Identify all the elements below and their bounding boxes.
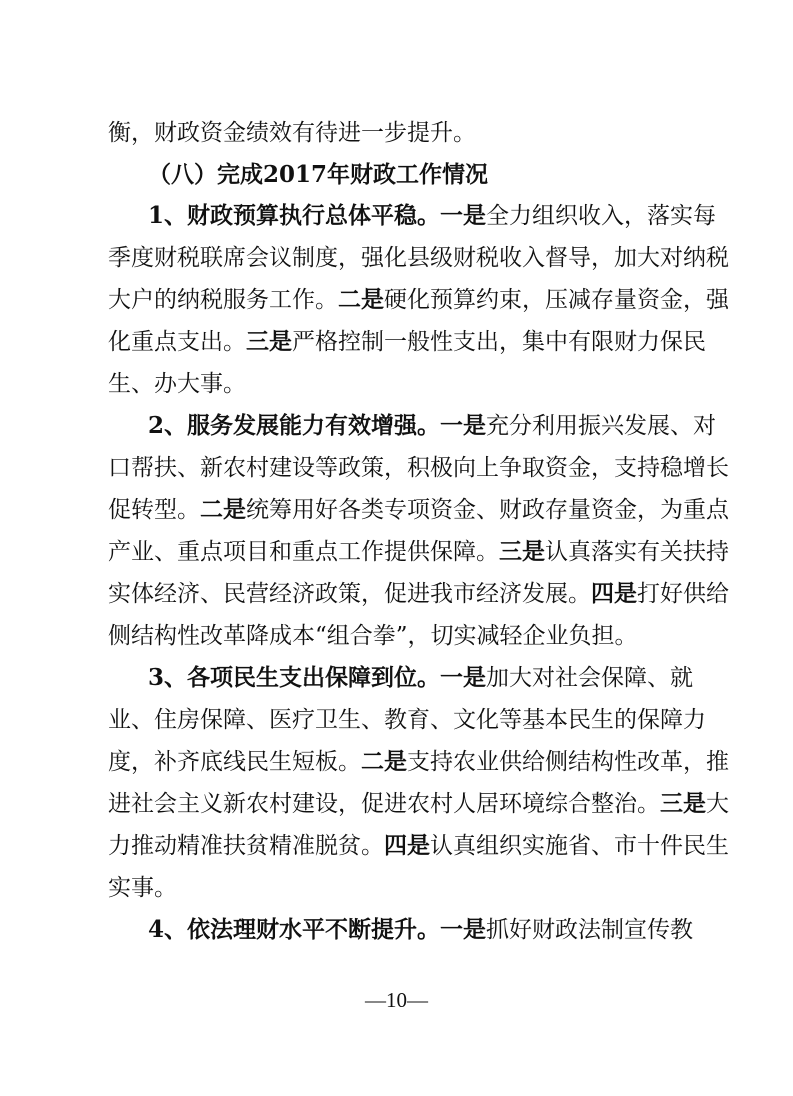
text-run: 侧结构性改革降成本“组合拳”，切实减轻企业负担。 <box>108 623 638 649</box>
bold-run: 二是 <box>361 748 407 775</box>
text-run: 化重点支出。 <box>108 329 246 355</box>
paragraph-3-line <box>108 831 729 861</box>
paragraph-3-line <box>108 705 706 735</box>
text-run: 认真组织实施省、市十件民生 <box>430 833 729 859</box>
bold-run: 4、依法理财水平不断提升。一是 <box>148 916 487 943</box>
bold-run: 三是 <box>660 790 706 817</box>
text-run: 支持农业供给侧结构性改革，推 <box>407 749 729 775</box>
paragraph-1-line <box>148 201 717 231</box>
page-number: —10— <box>365 988 428 1012</box>
text-run: 促转型。 <box>108 497 200 523</box>
bold-run: 四是 <box>384 832 430 859</box>
paragraph-3-line <box>148 663 694 693</box>
paragraph-3-line <box>108 873 688 903</box>
bold-run: 1、财政预算执行总体平稳。一是 <box>148 202 487 229</box>
text-run: 力推动精准扶贫精准脱贫。 <box>108 833 384 859</box>
bold-run: 3、各项民生支出保障到位。一是 <box>148 664 487 691</box>
paragraph-4-line <box>148 915 694 945</box>
text-run: 实体经济、民营经济政策，促进我市经济发展。 <box>108 581 591 607</box>
paragraph-2-line <box>108 621 688 651</box>
paragraph-2-line <box>108 495 729 525</box>
text-run: 认真落实有关扶持 <box>545 539 729 565</box>
text-run: 全力组织收入，落实每 <box>486 203 717 229</box>
text-run: 硬化预算约束，压减存量资金，强 <box>384 287 729 313</box>
text-line <box>108 118 688 148</box>
text-run: 产业、重点项目和重点工作提供保障。 <box>108 539 499 565</box>
bold-run: 二是 <box>338 286 384 313</box>
paragraph-3-line <box>108 789 729 819</box>
bold-run: 四是 <box>591 580 637 607</box>
bold-run: （八）完成2017年财政工作情况 <box>148 161 489 188</box>
paragraph-1-line <box>108 327 706 357</box>
text-run: 大 <box>706 791 729 817</box>
paragraph-2-line <box>108 579 729 609</box>
text-run: 实事。 <box>108 875 177 901</box>
section-heading <box>148 160 688 190</box>
text-run: 打好供给 <box>637 581 729 607</box>
paragraph-2-line <box>108 453 729 483</box>
text-run: 度，补齐底线民生短板。 <box>108 749 361 775</box>
bold-run: 三是 <box>246 328 292 355</box>
text-run: 生、办大事。 <box>108 371 246 397</box>
paragraph-3-line <box>108 747 729 777</box>
paragraph-2-line <box>148 411 717 441</box>
bold-run: 三是 <box>499 538 545 565</box>
text-run: 抓好财政法制宣传教 <box>486 917 694 943</box>
paragraph-2-line <box>108 537 729 567</box>
text-run: 业、住房保障、医疗卫生、教育、文化等基本民生的保障力 <box>108 707 706 733</box>
text-run: 进社会主义新农村建设，促进农村人居环境综合整治。 <box>108 791 660 817</box>
text-run: 季度财税联席会议制度，强化县级财税收入督导，加大对纳税 <box>108 245 729 271</box>
paragraph-1-line <box>108 243 729 273</box>
text-run: 口帮扶、新农村建设等政策，积极向上争取资金，支持稳增长 <box>108 455 729 481</box>
text-run: 加大对社会保障、就 <box>486 665 694 691</box>
text-run: 统筹用好各类专项资金、财政存量资金，为重点 <box>246 497 729 523</box>
text-run: 严格控制一般性支出，集中有限财力保民 <box>292 329 706 355</box>
text-run: 大户的纳税服务工作。 <box>108 287 338 313</box>
paragraph-1-line <box>108 285 729 315</box>
text-run: 衡，财政资金绩效有待进一步提升。 <box>108 120 476 146</box>
paragraph-1-line <box>108 369 688 399</box>
bold-run: 二是 <box>200 496 246 523</box>
text-run: 充分利用振兴发展、对 <box>486 413 717 439</box>
bold-run: 2、服务发展能力有效增强。一是 <box>148 412 487 439</box>
